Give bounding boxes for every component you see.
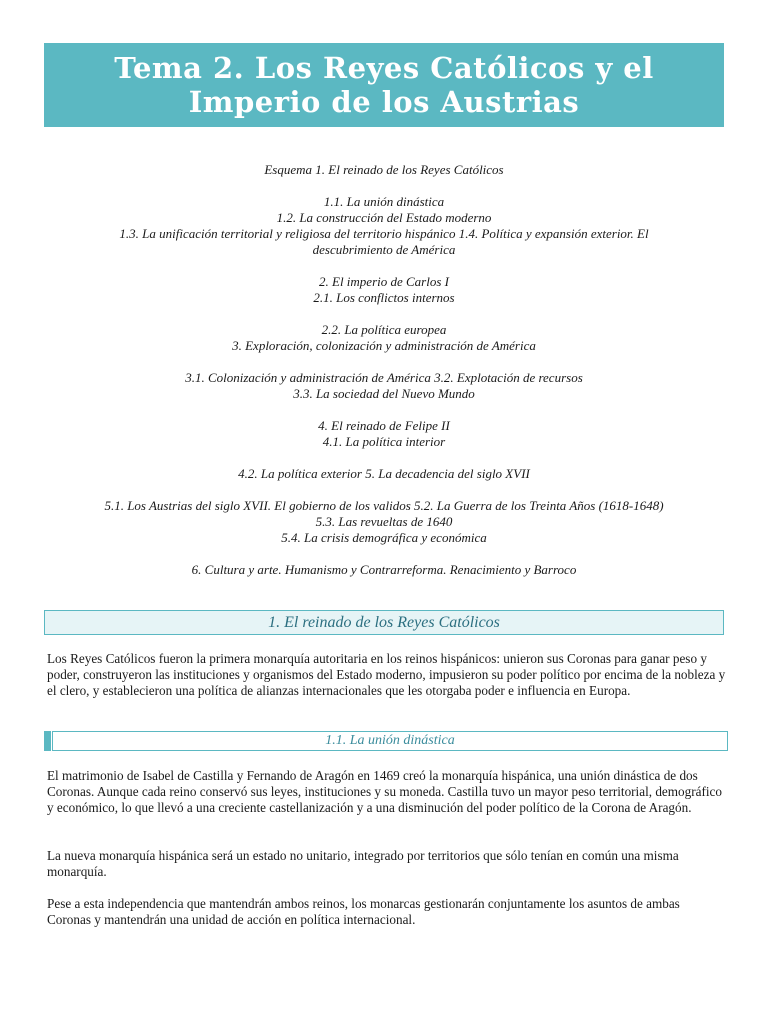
outline-line: 5.1. Los Austrias del siglo XVII. El gobierno de los validos 5.2. La Guerra de los Treinta Años (1618-1648) xyxy=(104,498,664,513)
subsection-heading-1-1 xyxy=(44,731,728,751)
subsection-paragraph: Pese a esta independencia que mantendrán ambos reinos, los monarcas gestionarán conjuntamente los asuntos de ambas Coronas y mantendrán una unidad de acción en política internacional. xyxy=(47,896,680,927)
outline-line: 4. El reinado de Felipe II xyxy=(318,418,450,433)
subsection-paragraph: El matrimonio de Isabel de Castilla y Fernando de Aragón en 1469 creó la monarquía hispánica, una unión dinástica de dos Coronas. Aunque cada reino conservó sus leyes, instituciones y su moneda. Castilla tuvo un mayor peso territorial, demográfico y económico, lo que llevó a una creciente castellanización y a una disminución del poder político de la Corona de Aragón. xyxy=(47,768,722,815)
outline-line: Esquema 1. El reinado de los Reyes Católicos xyxy=(264,162,504,177)
outline-line: 3. Exploración, colonización y administración de América xyxy=(232,338,536,353)
outline-gap xyxy=(44,306,724,322)
title-banner xyxy=(44,43,724,127)
section-heading-1 xyxy=(44,610,724,635)
outline-line: 1.2. La construcción del Estado moderno xyxy=(276,210,492,225)
outline-line: 4.1. La política interior xyxy=(322,434,446,449)
subsection-paragraph: La nueva monarquía hispánica será un estado no unitario, integrado por territorios que sólo tenían en común una misma monarquía. xyxy=(47,848,679,879)
document-title: Tema 2. Los Reyes Católicos y el Imperio de los Austrias xyxy=(114,51,654,119)
subsection-heading-text: 1.1. La unión dinástica xyxy=(325,733,455,748)
outline-gap xyxy=(44,354,724,370)
outline-line: 2.1. Los conflictos internos xyxy=(313,290,455,305)
subsection-heading-box xyxy=(52,731,728,751)
outline-line: 6. Cultura y arte. Humanismo y Contrarreforma. Renacimiento y Barroco xyxy=(191,562,577,577)
outline-gap xyxy=(44,546,724,562)
outline xyxy=(44,162,724,578)
outline-line: 2.2. La política europea xyxy=(321,322,447,337)
outline-line: 5.4. La crisis demográfica y económica xyxy=(281,530,487,545)
outline-gap xyxy=(44,482,724,498)
outline-gap xyxy=(44,402,724,418)
heading-accent-bar xyxy=(44,731,51,751)
outline-gap xyxy=(44,258,724,274)
section-heading-text: 1. El reinado de los Reyes Católicos xyxy=(268,613,500,631)
outline-gap xyxy=(44,450,724,466)
outline-line: 1.1. La unión dinástica xyxy=(323,194,445,209)
outline-line: 5.3. Las revueltas de 1640 xyxy=(315,514,453,529)
section-1-paragraph: Los Reyes Católicos fueron la primera monarquía autoritaria en los reinos hispánicos: unieron sus Coronas para ganar peso y poder, construyeron las instituciones y organismos del Estado moderno, impusieron su poder político por encima de la nobleza y el clero, y establecieron una política de alianzas internacionales que les otorgaba poder e influencia en Europa. xyxy=(47,651,726,698)
outline-line: 1.3. La unificación territorial y religiosa del territorio hispánico 1.4. Política y expansión exterior. El xyxy=(119,226,649,241)
outline-line: descubrimiento de América xyxy=(312,242,456,257)
outline-line: 3.1. Colonización y administración de América 3.2. Explotación de recursos xyxy=(185,370,583,385)
outline-line: 2. El imperio de Carlos I xyxy=(319,274,449,289)
outline-line: 3.3. La sociedad del Nuevo Mundo xyxy=(293,386,475,401)
outline-gap xyxy=(44,178,724,194)
outline-line: 4.2. La política exterior 5. La decadencia del siglo XVII xyxy=(238,466,530,481)
